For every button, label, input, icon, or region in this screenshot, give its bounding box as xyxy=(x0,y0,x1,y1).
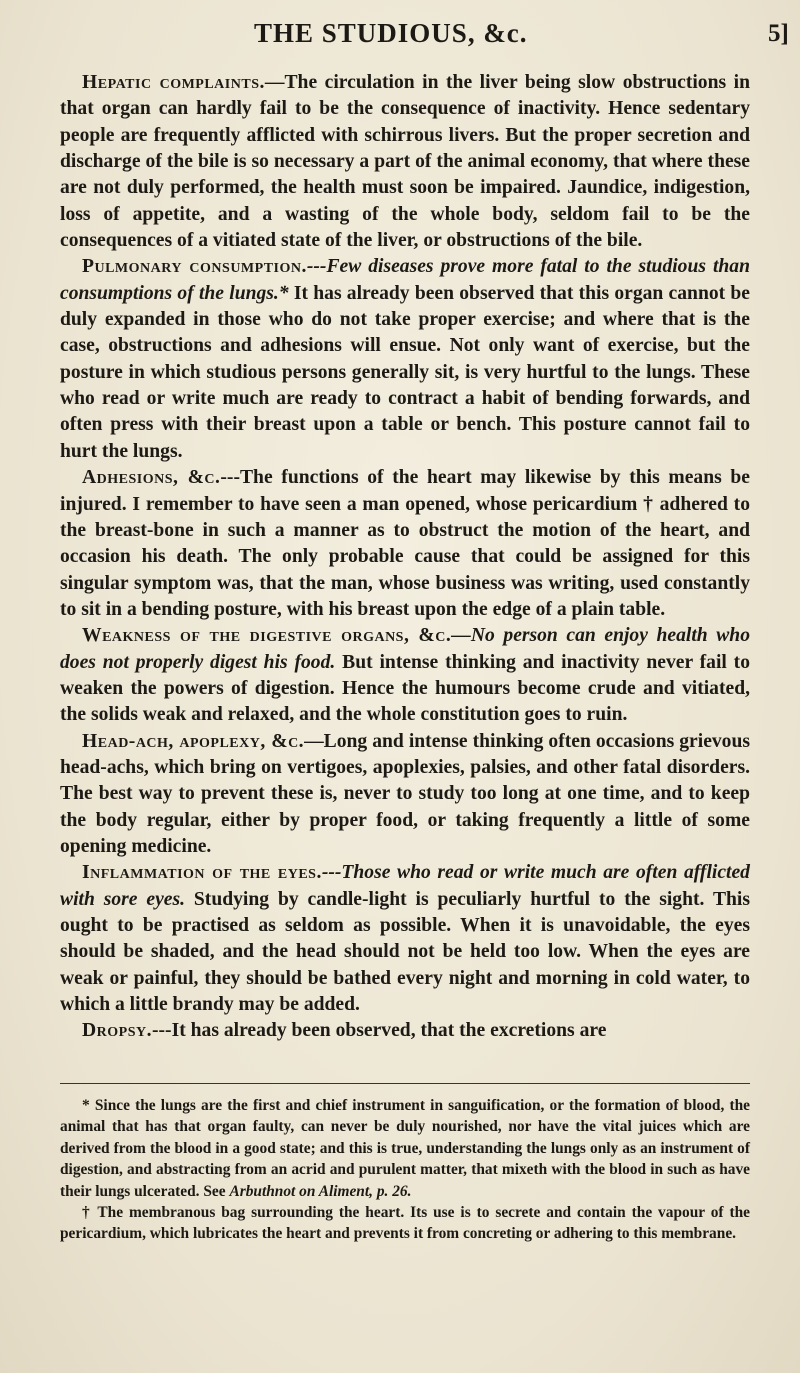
paragraph-hepatic xyxy=(60,70,750,254)
section-heading: Adhesions, &c. xyxy=(82,467,221,489)
section-heading: Inflammation of the eyes. xyxy=(82,862,322,884)
page-number: 5] xyxy=(768,20,789,47)
paragraph-text: Studying by candle-light is peculiarly hurtful to the sight. This ought to be practised as seldom as possible. When it is unavoidable, the eyes should be shaded, and the head should not be held too low. When the eyes are weak or painful, they should be bathed every night and morning in cold water, to which a little brandy may be added. xyxy=(60,888,750,1016)
paragraph-text: ---The functions of the heart may likewise by this means be injured. I remember to have seen a man opened, whose pericardium † adhered to the breast-bone in such a manner as to obstruct the motion of the heart, and occasion his death. The only probable cause that could be assigned for this singular symptom was, that the man, whose business was writing, used constantly to sit in a bending posture, with his breast upon the edge of a plain table. xyxy=(60,467,750,620)
paragraph-text: But intense thinking and inactivity never fail to weaken the powers of digestion. Hence the humours become crude and vitiated, the solids weak and relaxed, and the whole constitution goes to ruin. xyxy=(60,651,750,726)
paragraph-text: It has already been observed that this organ cannot be duly expanded in those who do not take proper exercise; and where that is the case, obstructions and adhesions will ensue. Not only want of exercise, but the posture in which studious persons generally sit, is very hurtful to the lungs. These who read or write much are ready to contract a habit of bending forwards, and often press with their breast upon a table or bench. This posture cannot fail to hurt the lungs. xyxy=(60,282,750,462)
running-head-title: THE STUDIOUS, &c. xyxy=(254,18,528,48)
running-head xyxy=(0,18,800,48)
footnote-text: * Since the lungs are the first and chief instrument in sanguification, or the formation of blood, the animal that has that organ faulty, can never be duly nourished, nor have the vital juices which are derived from the blood in a good state; and this is true, understanding the lungs only as an instrument of digestion, and abstracting from an acrid and purulent matter, that mixeth with the blood in such as have their lungs ulcerated. See xyxy=(60,1097,750,1200)
section-heading: Pulmonary consumption. xyxy=(82,256,307,278)
paragraph-adhesions xyxy=(60,465,750,623)
paragraph-digestive xyxy=(60,623,750,728)
section-heading: Hepatic complaints. xyxy=(82,72,265,93)
paragraph-text: —Long and intense thinking often occasions grievous head-achs, which bring on vertigoes, apoplexies, palsies, and other fatal disorders. The best way to prevent these is, never to study too long at one time, and to keep the body regular, either by proper food, or taking frequently a little of some opening medicine. xyxy=(60,730,751,857)
footnote-pericardium xyxy=(60,1202,750,1245)
footnote-lungs xyxy=(60,1095,750,1202)
italic-lead: ---Few diseases prove more fatal to the studious than consumptions of the lungs.* xyxy=(60,256,750,304)
footnote-text: † The membranous bag surrounding the heart. Its use is to secrete and contain the vapour of the pericardium, which lubricates the heart and prevents it from concreting or adhering to this membrane. xyxy=(60,1204,750,1243)
paragraph-eyes xyxy=(60,860,750,1018)
paragraph-text: —The circulation in the liver being slow obstructions in that organ can hardly fail to be the consequence of inactivity. Hence sedentary people are frequently afflicted with schirrous livers. But the proper secretion and discharge of the bile is so necessary a part of the animal economy, that where these are not duly performed, the health must soon be impaired. Jaundice, indigestion, loss of appetite, and a wasting of the whole body, seldom fail to be the consequences of a vitiated state of the liver, or obstructions of the bile. xyxy=(60,72,750,252)
footnote-rule xyxy=(60,1083,750,1084)
paragraph-headach xyxy=(60,729,750,861)
section-heading: Weakness of the digestive organs, &c. xyxy=(82,625,452,647)
section-heading: Dropsy. xyxy=(82,1020,152,1042)
paragraph-dropsy xyxy=(60,1018,750,1044)
paragraph-text: ---It has already been observed, that the excretions are xyxy=(152,1020,607,1042)
body-text xyxy=(60,70,750,1045)
footnote-citation: Arbuthnot on Aliment, p. 26. xyxy=(229,1182,412,1200)
italic-lead: —No person can enjoy health who does not properly digest his food. xyxy=(60,625,750,673)
italic-lead: ---Those who read or write much are often afflicted with sore eyes. xyxy=(60,862,750,910)
footnotes xyxy=(60,1095,750,1245)
paragraph-pulmonary xyxy=(60,254,750,465)
section-heading: Head-ach, apoplexy, &c. xyxy=(82,730,305,752)
